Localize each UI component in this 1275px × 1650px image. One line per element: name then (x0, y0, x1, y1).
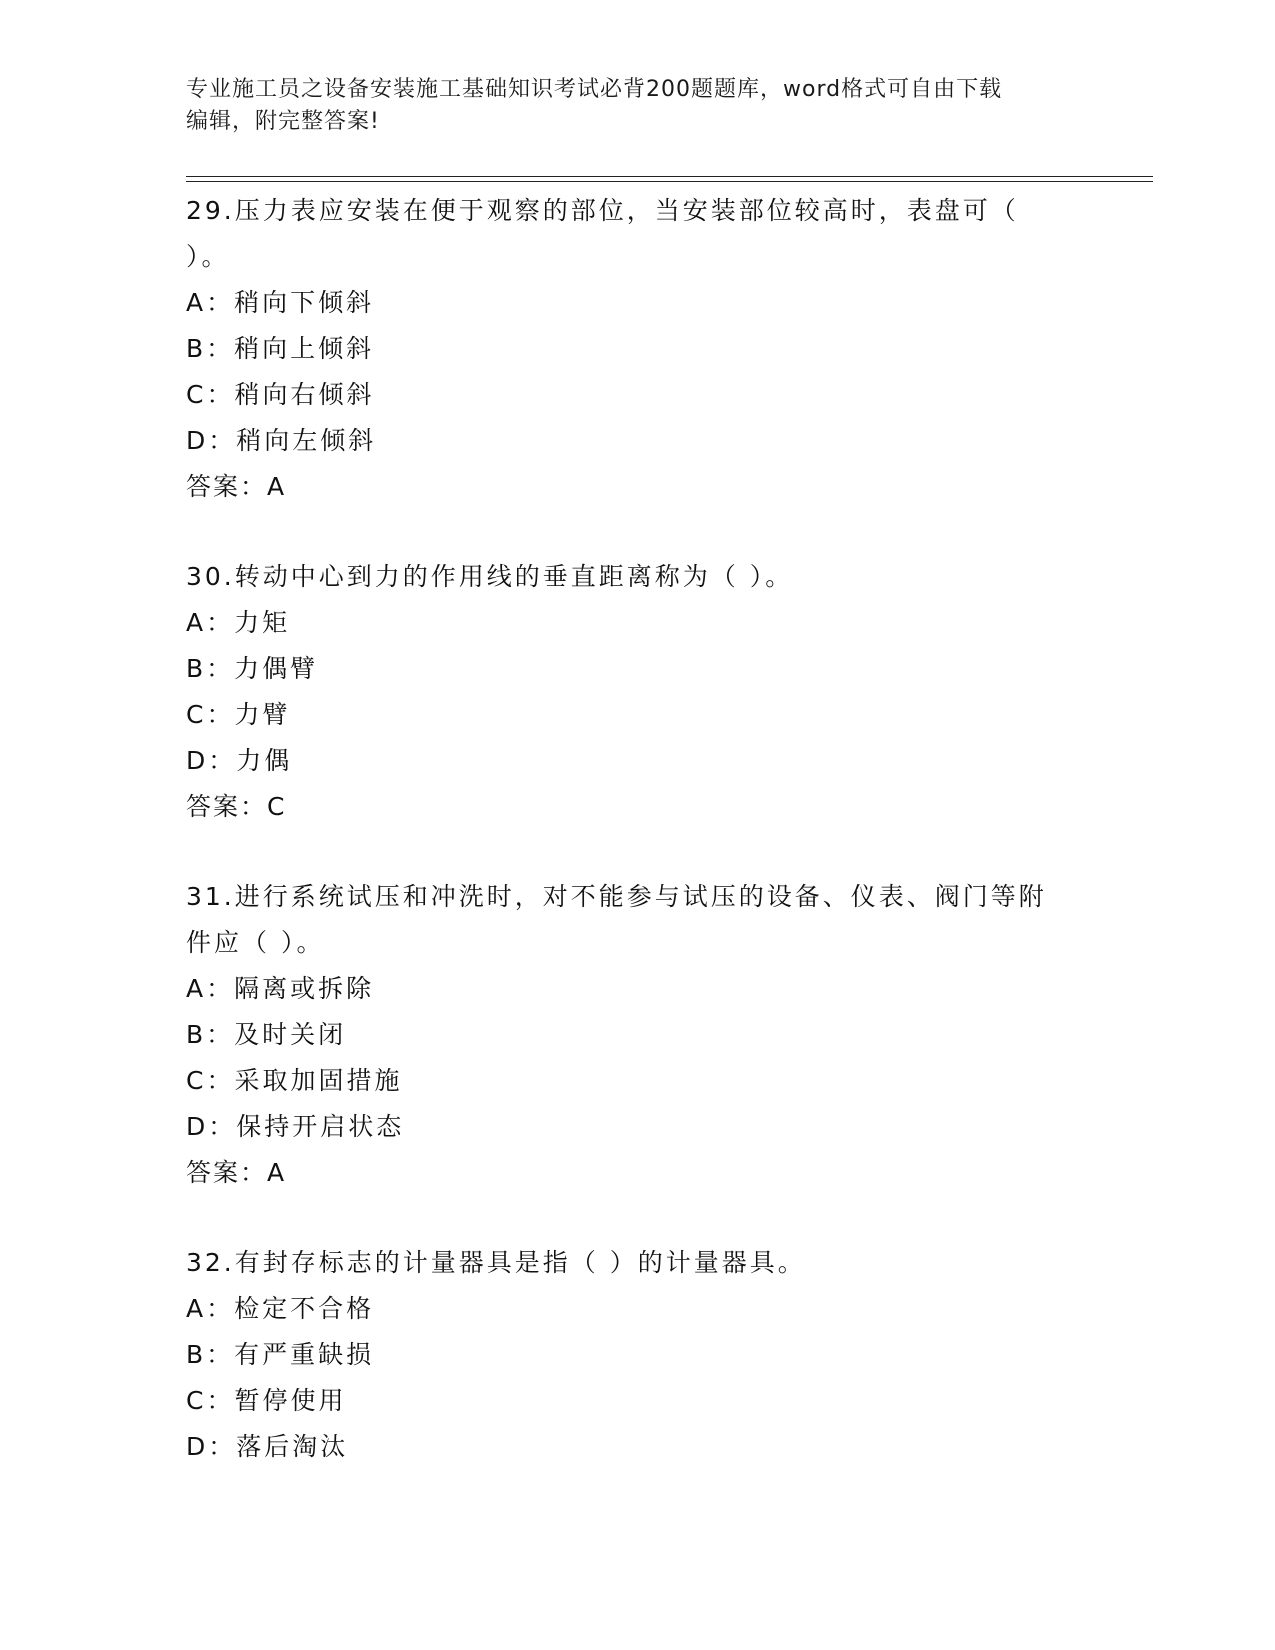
document-header (186, 74, 1086, 138)
option-a: A：隔离或拆除 (186, 974, 375, 1003)
question-31 (186, 874, 1086, 1196)
question-stem-line-1: 31.进行系统试压和冲洗时，对不能参与试压的设备、仪表、阀门等附 (186, 882, 1047, 911)
header-divider-top (186, 176, 1153, 177)
answer-line: 答案：C (186, 792, 287, 821)
question-stem-line-1: 30.转动中心到力的作用线的垂直距离称为（ ）。 (186, 562, 794, 591)
question-30 (186, 554, 1086, 830)
question-stem-line-2: ）。 (186, 242, 230, 271)
answer-line: 答案：A (186, 1158, 287, 1187)
option-b: B：有严重缺损 (186, 1340, 375, 1369)
option-b: B：及时关闭 (186, 1020, 347, 1049)
header-line-1: 专业施工员之设备安装施工基础知识考试必背200题题库，word格式可自由下载 (186, 77, 1003, 102)
answer-line: 答案：A (186, 472, 287, 501)
option-d: D：落后淘汰 (186, 1432, 349, 1461)
option-c: C：稍向右倾斜 (186, 380, 375, 409)
option-a: A：检定不合格 (186, 1294, 375, 1323)
option-c: C：暂停使用 (186, 1386, 347, 1415)
question-stem-line-1: 32.有封存标志的计量器具是指（ ）的计量器具。 (186, 1248, 806, 1277)
option-d: D：稍向左倾斜 (186, 426, 377, 455)
option-d: D：保持开启状态 (186, 1112, 405, 1141)
question-29 (186, 188, 1086, 510)
option-a: A：稍向下倾斜 (186, 288, 375, 317)
header-line-2: 编辑，附完整答案! (186, 109, 380, 134)
option-d: D：力偶 (186, 746, 293, 775)
option-c: C：采取加固措施 (186, 1066, 403, 1095)
option-c: C：力臂 (186, 700, 291, 729)
question-32 (186, 1240, 1086, 1470)
option-a: A：力矩 (186, 608, 291, 637)
option-b: B：稍向上倾斜 (186, 334, 375, 363)
question-stem-line-2: 件应（ ）。 (186, 928, 325, 957)
option-b: B：力偶臂 (186, 654, 319, 683)
question-stem-line-1: 29.压力表应安装在便于观察的部位，当安装部位较高时，表盘可（ (186, 196, 1019, 225)
header-divider-bottom (186, 181, 1153, 182)
